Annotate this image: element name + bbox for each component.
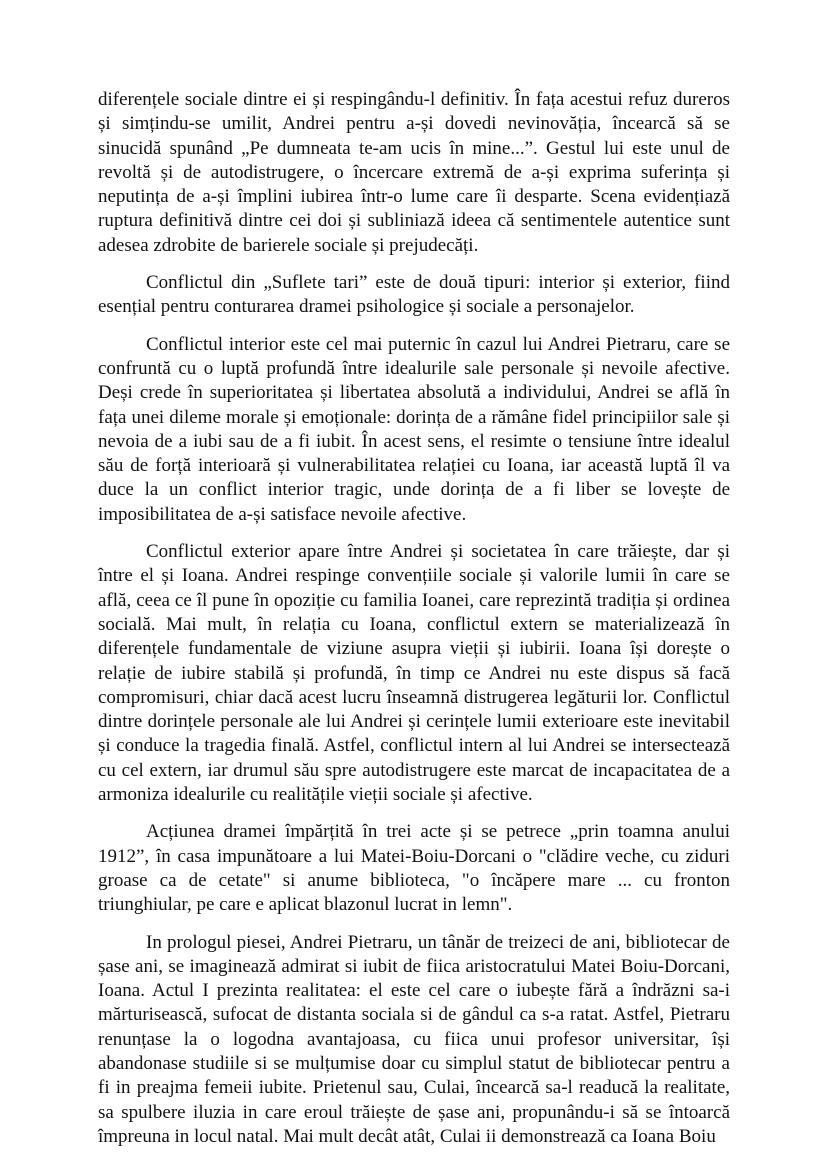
document-page (98, 88, 730, 1162)
paragraph-continuation: diferențele sociale dintre ei și respingându-l definitiv. În fața acestui refuz dureros și simțindu-se umilit, Andrei pentru a-și dovedi nevinovăția, încearcă să se sinucidă spunând „Pe dumneata te-am ucis în mine...”. Gestul lui este unul de revoltă și de autodistrugere, o încercare extremă de a-și exprima suferința și neputința de a-și împlini iubirea într-o lume care îi desparte. Scena evidențiază ruptura definitivă dintre cei doi și subliniază ideea că sentimentele autentice sunt adesea zdrobite de barierele sociale și prejudecăți. (98, 89, 730, 256)
paragraph-setting: Acțiunea dramei împărțită în trei acte și se petrece „prin toamna anului 1912”, în casa impunătoare a lui Matei-Boiu-Dorcani o "clădire veche, cu ziduri groase ca de cetate" si anume biblioteca, "o încăpere mare ... cu fronton triunghiular, pe care e aplicat blazonul lucrat in lemn". (98, 821, 730, 916)
paragraph-interior-conflict: Conflictul interior este cel mai puternic în cazul lui Andrei Pietraru, care se confruntă cu o luptă profundă între idealurile sale personale și nevoile afective. Deși crede în superioritatea și libertatea absolută a individului, Andrei se află în fața unei dileme morale și emoționale: dorința de a rămâne fidel principiilor sale și nevoia de a iubi sau de a fi iubit. În acest sens, el resimte o tensiune între idealul său de forță interioară și vulnerabilitatea relației cu Ioana, iar această luptă îl va duce la un conflict interior tragic, unde dorința de a fi liber se lovește de imposibilitatea de a-și satisface nevoile afective. (98, 333, 730, 525)
paragraph-prologue: In prologul piesei, Andrei Pietraru, un tânăr de treizeci de ani, bibliotecar de șase ani, se imaginează admirat si iubit de fiica aristocratului Matei Boiu-Dorcani, Ioana. Actul I prezinta realitatea: el este cel care o iubește fără a îndrăzni sa-i mărturisească, sufocat de distanta sociala si de gândul ca s-a ratat. Astfel, Pietraru renunțase la o logodna avantajoasa, cu fiica unui profesor universitar, își abandonase studiile si se mulțumise doar cu simplul statut de bibliotecar pentru a fi in preajma femeii iubite. Prietenul sau, Culai, încearcă sa-l readucă la realitate, sa spulbere iluzia in care eroul trăiește de șase ani, propunându-i să se întoarcă împreuna in locul natal. Mai mult decât atât, Culai ii demonstrează ca Ioana Boiu (98, 931, 730, 1147)
paragraph-exterior-conflict: Conflictul exterior apare între Andrei și societatea în care trăiește, dar și între el și Ioana. Andrei respinge convențiile sociale și valorile lumii în care se află, ceea ce îl pune în opoziție cu familia Ioanei, care reprezintă tradiția și ordinea socială. Mai mult, în relația cu Ioana, conflictul extern se materializează în diferențele fundamentale de viziune asupra vieții și iubirii. Ioana își dorește o relație de iubire stabilă și profundă, în timp ce Andrei nu este dispus să facă compromisuri, chiar dacă acest lucru înseamnă distrugerea legăturii lor. Conflictul dintre dorințele personale ale lui Andrei și cerințele lumii exterioare este inevitabil și conduce la tragedia finală. Astfel, conflictul intern al lui Andrei se intersectează cu cel extern, iar drumul său spre autodistrugere este marcat de incapacitatea de a armoniza idealurile cu realitățile vieții sociale și afective. (98, 541, 730, 806)
paragraph-conflict-types: Conflictul din „Suflete tari” este de două tipuri: interior și exterior, fiind esențial pentru conturarea dramei psihologice și sociale a personajelor. (98, 272, 730, 318)
